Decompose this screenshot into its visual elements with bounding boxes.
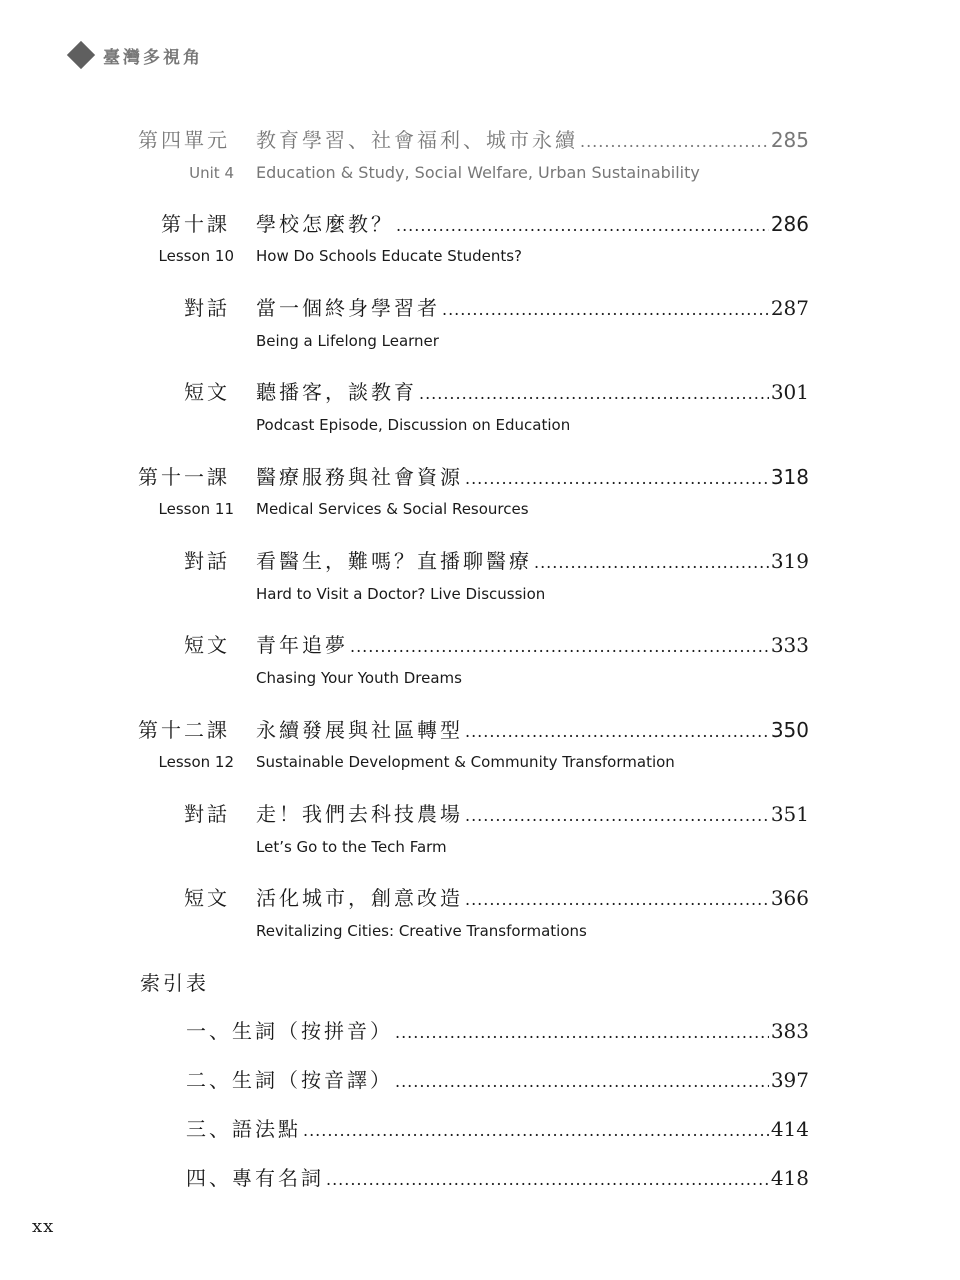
diamond-icon — [67, 41, 95, 69]
unit-en-title: Education & Study, Social Welfare, Urban Sustainability — [256, 163, 700, 182]
item-page: 366 — [770, 886, 809, 910]
item-en-title: Being a Lifelong Learner — [256, 332, 439, 350]
item-entry — [256, 883, 809, 913]
lesson-en-label: Lesson 10 — [158, 247, 234, 265]
unit-title: 教育學習、社會福利、城市永續 — [256, 128, 578, 152]
item-entry — [256, 630, 809, 660]
lesson-entry — [256, 462, 809, 492]
lesson-page: 350 — [770, 718, 809, 742]
dot-leader — [465, 717, 769, 747]
item-title: 走！我們去科技農場 — [256, 802, 463, 826]
item-entry — [256, 546, 809, 576]
unit-entry — [256, 125, 809, 155]
lesson-label: 第十二課 — [138, 718, 230, 742]
item-title: 當一個終身學習者 — [256, 296, 440, 320]
item-page: 301 — [770, 380, 809, 404]
lesson-entry — [256, 209, 809, 239]
index-item-page: 418 — [770, 1166, 809, 1190]
index-item-page: 397 — [770, 1068, 809, 1092]
dot-leader — [419, 379, 769, 409]
index-row — [0, 1016, 960, 1046]
item-entry — [256, 377, 809, 407]
item-en-title: Chasing Your Youth Dreams — [256, 669, 462, 687]
dot-leader — [326, 1165, 769, 1195]
item-label: 對話 — [184, 296, 230, 320]
toc-item-row — [0, 799, 960, 829]
dot-leader — [350, 632, 769, 662]
index-entry — [186, 1114, 809, 1144]
index-item-title: 四、專有名詞 — [186, 1166, 324, 1190]
unit-label: 第四單元 — [138, 128, 230, 152]
dot-leader — [534, 548, 769, 578]
item-label: 短文 — [184, 886, 230, 910]
toc-lesson-row — [0, 715, 960, 745]
item-page: 333 — [770, 633, 809, 657]
dot-leader — [465, 885, 769, 915]
dot-leader — [395, 1018, 769, 1048]
index-item-page: 414 — [770, 1117, 809, 1141]
lesson-label: 第十課 — [161, 212, 230, 236]
index-entry — [186, 1065, 809, 1095]
dot-leader — [395, 1067, 769, 1097]
lesson-en-title: How Do Schools Educate Students? — [256, 247, 523, 265]
index-entry — [186, 1016, 809, 1046]
item-title: 活化城市，創意改造 — [256, 886, 463, 910]
dot-leader — [396, 211, 769, 241]
item-en-title: Podcast Episode, Discussion on Education — [256, 416, 571, 434]
lesson-en-label: Lesson 12 — [158, 753, 234, 771]
unit-en-label: Unit 4 — [189, 164, 234, 182]
item-label: 短文 — [184, 380, 230, 404]
dot-leader — [580, 127, 769, 157]
unit-page: 285 — [770, 128, 809, 152]
index-row — [0, 1114, 960, 1144]
item-entry — [256, 293, 809, 323]
running-header — [68, 40, 203, 70]
index-item-title: 二、生詞（按音譯） — [186, 1068, 393, 1092]
toc-item-row — [0, 883, 960, 913]
lesson-label: 第十一課 — [138, 465, 230, 489]
toc-lesson-row — [0, 462, 960, 492]
book-title: 臺灣多視角 — [103, 47, 203, 68]
item-page: 287 — [770, 296, 809, 320]
item-label: 對話 — [184, 802, 230, 826]
index-row — [0, 1163, 960, 1193]
dot-leader — [465, 801, 769, 831]
toc-item-row — [0, 293, 960, 323]
page-number: xx — [32, 1216, 55, 1237]
item-en-title: Let’s Go to the Tech Farm — [256, 838, 447, 856]
item-label: 對話 — [184, 549, 230, 573]
lesson-en-label: Lesson 11 — [158, 500, 234, 518]
lesson-page: 286 — [770, 212, 809, 236]
lesson-page: 318 — [770, 465, 809, 489]
lesson-entry — [256, 715, 809, 745]
lesson-title: 醫療服務與社會資源 — [256, 465, 463, 489]
item-title: 青年追夢 — [256, 633, 348, 657]
index-item-title: 一、生詞（按拼音） — [186, 1019, 393, 1043]
lesson-title: 學校怎麼教？ — [256, 212, 394, 236]
item-en-title: Revitalizing Cities: Creative Transformations — [256, 922, 587, 940]
index-row — [0, 1065, 960, 1095]
toc-unit-row — [0, 125, 960, 155]
item-page: 319 — [770, 549, 809, 573]
index-item-title: 三、語法點 — [186, 1117, 301, 1141]
index-title: 索引表 — [140, 971, 209, 995]
dot-leader — [303, 1116, 769, 1146]
lesson-en-title: Medical Services & Social Resources — [256, 500, 529, 518]
toc-item-row — [0, 546, 960, 576]
lesson-title: 永續發展與社區轉型 — [256, 718, 463, 742]
item-label: 短文 — [184, 633, 230, 657]
item-title: 看醫生，難嗎？直播聊醫療 — [256, 549, 532, 573]
toc-item-row — [0, 630, 960, 660]
dot-leader — [442, 295, 769, 325]
toc-item-row — [0, 377, 960, 407]
item-en-title: Hard to Visit a Doctor? Live Discussion — [256, 585, 546, 603]
item-page: 351 — [770, 802, 809, 826]
toc-lesson-row — [0, 209, 960, 239]
dot-leader — [465, 464, 769, 494]
lesson-en-title: Sustainable Development & Community Transformation — [256, 753, 675, 771]
item-title: 聽播客，談教育 — [256, 380, 417, 404]
index-item-page: 383 — [770, 1019, 809, 1043]
item-entry — [256, 799, 809, 829]
index-entry — [186, 1163, 809, 1193]
